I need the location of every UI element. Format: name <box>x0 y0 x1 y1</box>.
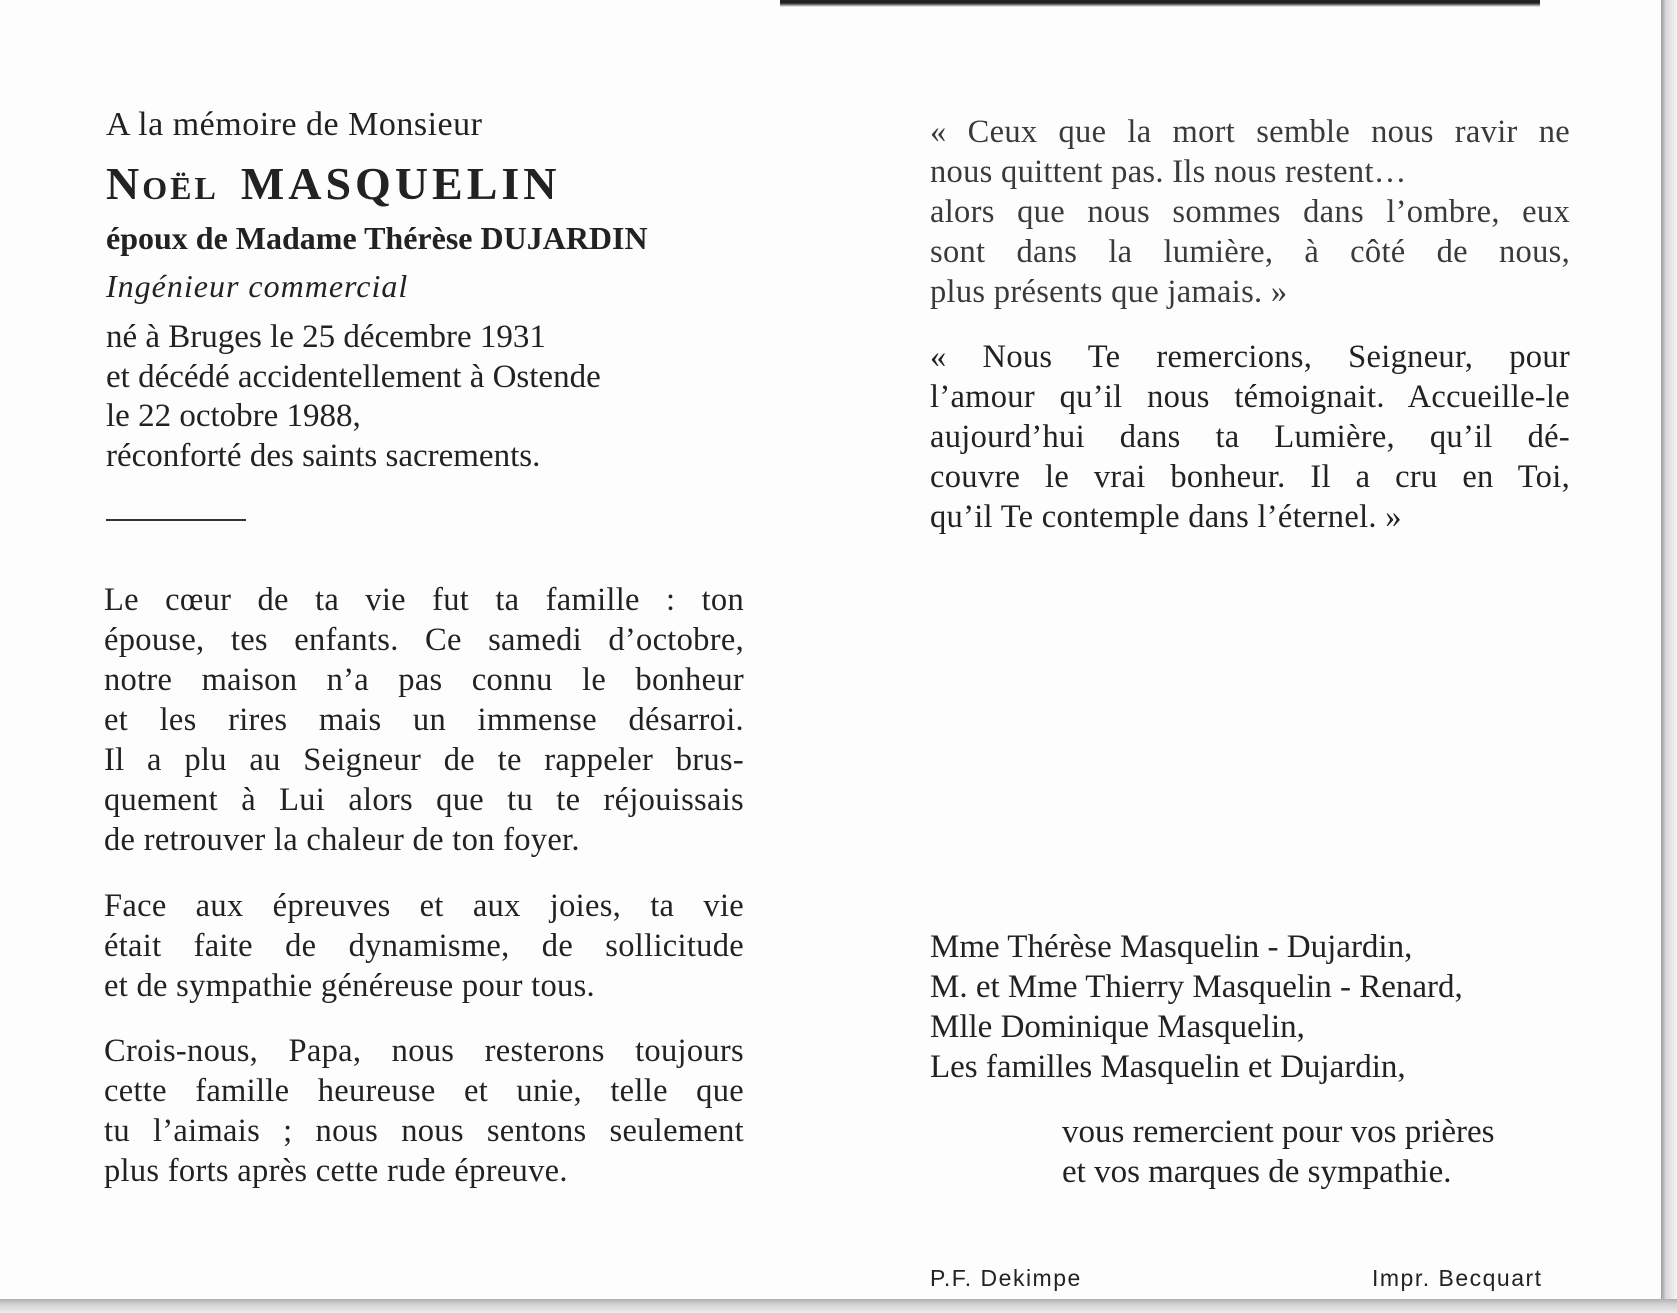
text-line: quement à Lui alors que tu te réjouissais <box>104 782 744 818</box>
family-line: Mlle Dominique Masquelin, <box>930 1009 1305 1045</box>
bio-line: réconforté des saints sacrements. <box>106 437 541 474</box>
quote-first <box>930 112 1570 312</box>
quote-line: alors que nous sommes dans l’ombre, eux <box>930 194 1570 230</box>
text-line: Il a plu au Seigneur de te rappeler brus- <box>104 742 744 778</box>
first-name: Noël <box>106 158 219 209</box>
bio-line: le 22 octobre 1988, <box>106 398 361 434</box>
thanks-message <box>1062 1112 1495 1192</box>
quote-line: « Nous Te remercions, Seigneur, pour <box>930 339 1570 375</box>
last-name: MASQUELIN <box>240 158 561 209</box>
text-line: épouse, tes enfants. Ce samedi d’octobre, <box>104 622 744 658</box>
bio-line: et décédé accidentellement à Ostende <box>106 358 601 395</box>
thanks-line: et vos marques de sympathie. <box>1062 1154 1452 1190</box>
family-line: Les familles Masquelin et Dujardin, <box>930 1049 1406 1085</box>
bio-block <box>106 318 706 476</box>
divider <box>106 519 246 521</box>
quote-line: sont dans la lumière, à côté de nous, <box>930 234 1570 270</box>
printer-credit: Impr. Becquart <box>1372 1265 1543 1291</box>
paragraph-family <box>104 580 744 860</box>
memory-line: A la mémoire de Monsieur <box>106 106 483 143</box>
scan-edge-right <box>1661 0 1677 1313</box>
text-line: et de sympathie généreuse pour tous. <box>104 968 595 1004</box>
funeral-home-credit: P.F. Dekimpe <box>930 1265 1082 1291</box>
quote-line: qu’il Te contemple dans l’éternel. » <box>930 499 1402 535</box>
paragraph-farewell <box>104 1031 744 1191</box>
quote-line: couvre le vrai bonheur. Il a cru en Toi, <box>930 459 1570 495</box>
deceased-name <box>106 156 561 212</box>
paragraph-life <box>104 886 744 1006</box>
quote-second <box>930 337 1570 537</box>
text-line: Le cœur de ta vie fut ta famille : ton <box>104 582 744 618</box>
spouse-line: époux de Madame Thérèse DUJARDIN <box>106 220 648 256</box>
text-line: Crois-nous, Papa, nous resterons toujours <box>104 1033 744 1069</box>
text-line: était faite de dynamisme, de sollicitude <box>104 928 744 964</box>
quote-line: plus présents que jamais. » <box>930 274 1288 310</box>
bio-line: né à Bruges le 25 décembre 1931 <box>106 319 546 355</box>
quote-line: l’amour qu’il nous témoignait. Accueille-le <box>930 379 1570 415</box>
text-line: cette famille heureuse et unie, telle que <box>104 1073 744 1109</box>
family-line: Mme Thérèse Masquelin - Dujardin, <box>930 929 1413 965</box>
scan-edge-top <box>780 0 1540 7</box>
scan-edge-bottom <box>0 1299 1677 1313</box>
thanks-line: vous remercient pour vos prières <box>1062 1114 1495 1150</box>
text-line: de retrouver la chaleur de ton foyer. <box>104 822 580 858</box>
text-line: et les rires mais un immense désarroi. <box>104 702 744 738</box>
quote-line: aujourd’hui dans ta Lumière, qu’il dé- <box>930 419 1570 455</box>
family-names <box>930 927 1463 1087</box>
text-line: Face aux épreuves et aux joies, ta vie <box>104 888 744 924</box>
text-line: notre maison n’a pas connu le bonheur <box>104 662 744 698</box>
text-line: plus forts après cette rude épreuve. <box>104 1153 568 1189</box>
family-line: M. et Mme Thierry Masquelin - Renard, <box>930 969 1463 1005</box>
quote-line: « Ceux que la mort semble nous ravir ne <box>930 114 1570 150</box>
text-line: tu l’aimais ; nous nous sentons seulement <box>104 1113 744 1149</box>
quote-line: nous quittent pas. Ils nous restent… <box>930 154 1407 190</box>
profession: Ingénieur commercial <box>106 268 409 304</box>
